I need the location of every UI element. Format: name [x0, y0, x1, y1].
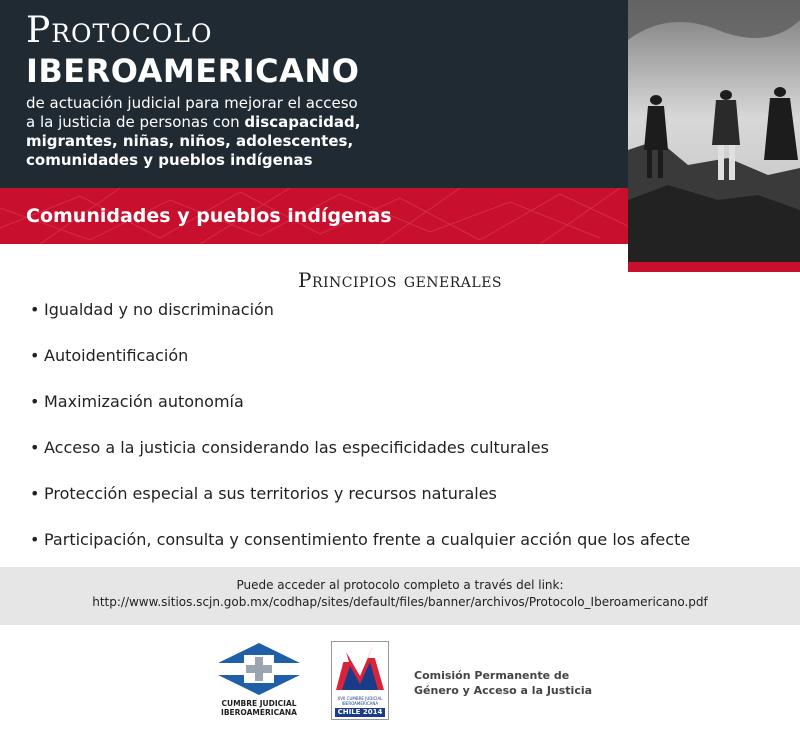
commission-name [414, 668, 592, 698]
principles-list [30, 300, 690, 576]
subtitle-bold: discapacidad, migrantes, niñas, niños, adolescentes, comunidades y pueblos indígenas [26, 113, 361, 169]
indigenous-people-photo [628, 0, 800, 262]
list-item-text: Participación, consulta y consentimiento frente a cualquier acción que los afecte [44, 530, 691, 549]
list-item [30, 346, 690, 392]
list-item-text: Igualdad y no discriminación [44, 300, 274, 319]
chile-logo-text [332, 696, 388, 706]
subtitle-plain: de actuación judicial para mejorar el acceso a la justicia de personas con [26, 94, 358, 131]
link-box [0, 567, 800, 625]
section-title: Principios generales [297, 268, 503, 292]
bullet-icon: • [30, 484, 40, 503]
category-label: Comunidades y pueblos indígenas [26, 205, 392, 227]
protocol-link[interactable]: http://www.sitios.scjn.gob.mx/codhap/sites/default/files/banner/archivos/Protocolo_Iberoamericano.pdf [92, 595, 708, 609]
chile-logo-line1: XVII CUMBRE JUDICIAL [337, 696, 383, 701]
category-band [0, 188, 628, 244]
bullet-icon: • [30, 300, 40, 319]
header-subtitle [26, 94, 366, 170]
mountain-emblem-icon [332, 642, 388, 694]
title-iberoamericano: IBEROAMERICANO [26, 52, 360, 90]
list-item [30, 392, 690, 438]
bullet-icon: • [30, 392, 40, 411]
header-banner [0, 0, 628, 188]
cumbre-logo-line2: IBEROAMERICANA [221, 708, 297, 717]
cumbre-emblem-icon [214, 641, 304, 697]
photo-illustration-icon [628, 0, 800, 262]
list-item-text: Acceso a la justicia considerando las especificidades culturales [44, 438, 549, 457]
bullet-icon: • [30, 530, 40, 549]
chile-2014-logo [331, 641, 389, 720]
link-intro-text: Puede acceder al protocolo completo a través del link: [236, 578, 564, 592]
list-item-text: Protección especial a sus territorios y recursos naturales [44, 484, 497, 503]
list-item [30, 484, 690, 530]
chile-2014-label: CHILE 2014 [335, 708, 385, 717]
bullet-icon: • [30, 346, 40, 365]
title-protocolo: Protocolo [26, 10, 213, 51]
commission-line2: Género y Acceso a la Justicia [414, 684, 593, 697]
bullet-icon: • [30, 438, 40, 457]
chile-logo-line2: IBEROAMERICANA [341, 701, 379, 706]
list-item [30, 300, 690, 346]
cumbre-logo-line1: CUMBRE JUDICIAL [221, 699, 297, 708]
cumbre-judicial-logo [214, 641, 304, 721]
commission-line1: Comisión Permanente de [414, 669, 570, 682]
list-item-text: Maximización autonomía [44, 392, 244, 411]
list-item [30, 438, 690, 484]
cumbre-logo-text [214, 699, 304, 717]
list-item-text: Autoidentificación [44, 346, 189, 365]
